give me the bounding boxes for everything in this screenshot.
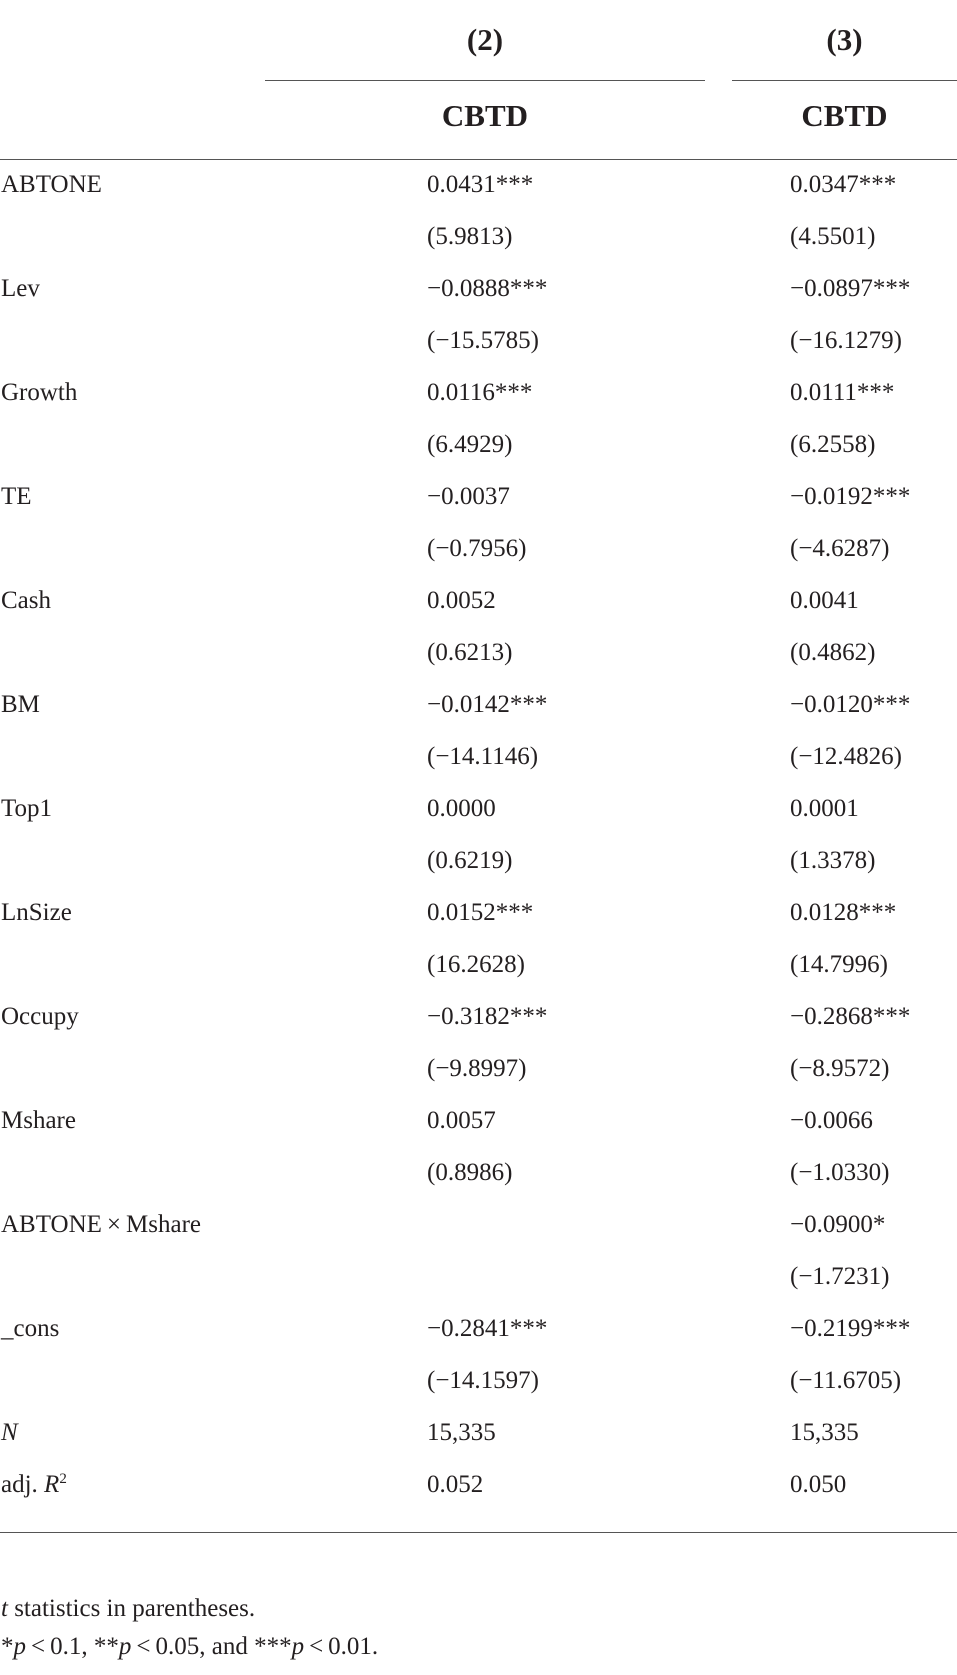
row-label-n: N — [1, 1419, 18, 1446]
cell-col2: (16.2628) — [427, 951, 525, 978]
column-header-2: (2) — [466, 22, 504, 57]
cell-col3: −0.2199*** — [790, 1315, 911, 1342]
cell-col2: (6.4929) — [427, 431, 513, 458]
cell-col2: (−14.1597) — [427, 1367, 539, 1394]
table-row — [0, 263, 957, 315]
cell-col2: (−0.7956) — [427, 535, 527, 562]
table-row — [0, 419, 957, 471]
table-row — [0, 471, 957, 523]
table-row-n — [0, 1407, 957, 1459]
row-label: BM — [1, 691, 40, 718]
cell-col3: (−16.1279) — [790, 327, 902, 354]
table-row — [0, 1199, 957, 1251]
cell-col2: (−14.1146) — [427, 743, 539, 770]
row-label: _cons — [1, 1315, 60, 1342]
table-body — [0, 159, 957, 1511]
cell-col3: (−1.7231) — [790, 1263, 890, 1290]
cell-col3: (−11.6705) — [790, 1367, 902, 1394]
cell-col2: −0.0888*** — [427, 275, 548, 302]
row-label: Top1 — [1, 795, 53, 822]
table-row — [0, 1251, 957, 1303]
row-label: Occupy — [1, 1003, 79, 1030]
table-notes — [1, 1590, 378, 1666]
table-row — [0, 835, 957, 887]
table-row — [0, 731, 957, 783]
column-header-3: (3) — [826, 22, 863, 57]
cell-col3: (14.7996) — [790, 951, 888, 978]
cell-col2: 0.0052 — [427, 587, 496, 614]
table-row — [0, 315, 957, 367]
table-row — [0, 783, 957, 835]
header-rule-col3 — [732, 80, 957, 81]
cell-col2: −0.2841*** — [427, 1315, 548, 1342]
cell-col2: −0.0037 — [427, 483, 510, 510]
row-label: LnSize — [1, 899, 72, 926]
cell-col3: (−12.4826) — [790, 743, 902, 770]
cell-col3: 0.0347*** — [790, 171, 897, 198]
cell-col2: (0.6213) — [427, 639, 513, 666]
table-row — [0, 1355, 957, 1407]
table-row — [0, 1043, 957, 1095]
cell-col2: 15,335 — [427, 1419, 496, 1446]
dependent-var-header-3: CBTD — [801, 98, 888, 133]
table-rule-bottom — [0, 1532, 957, 1533]
cell-col2: (5.9813) — [427, 223, 513, 250]
cell-col3: −0.0900* — [790, 1211, 886, 1238]
cell-col3: 0.050 — [790, 1471, 847, 1498]
cell-col3: (1.3378) — [790, 847, 876, 874]
table-row — [0, 367, 957, 419]
table-row — [0, 211, 957, 263]
cell-col3: −0.0192*** — [790, 483, 911, 510]
cell-col3: 0.0128*** — [790, 899, 897, 926]
cell-col2: −0.3182*** — [427, 1003, 548, 1030]
row-label: Cash — [1, 587, 51, 614]
cell-col3: −0.0066 — [790, 1107, 873, 1134]
cell-col2: (−15.5785) — [427, 327, 539, 354]
table-row-adj-r2 — [0, 1459, 957, 1511]
cell-col2: (0.8986) — [427, 1159, 513, 1186]
table-row — [0, 575, 957, 627]
note-significance: *p < 0.1, **p < 0.05, and ***p < 0.01. — [1, 1633, 379, 1660]
row-label: Lev — [1, 275, 40, 302]
dependent-var-header-2: CBTD — [441, 98, 529, 133]
cell-col2: 0.052 — [427, 1471, 484, 1498]
cell-col3: −0.0897*** — [790, 275, 911, 302]
row-label: ABTONE — [1, 171, 102, 198]
cell-col2: (−9.8997) — [427, 1055, 527, 1082]
row-label: Mshare — [1, 1107, 76, 1134]
cell-col3: −0.2868*** — [790, 1003, 911, 1030]
cell-col2: 0.0431*** — [427, 171, 534, 198]
cell-col3: −0.0120*** — [790, 691, 911, 718]
table-row — [0, 1095, 957, 1147]
cell-col2: 0.0057 — [427, 1107, 496, 1134]
cell-col2: 0.0000 — [427, 795, 496, 822]
cell-col3: (−8.9572) — [790, 1055, 890, 1082]
table-row — [0, 939, 957, 991]
cell-col2: −0.0142*** — [427, 691, 548, 718]
cell-col3: (0.4862) — [790, 639, 876, 666]
table-row — [0, 887, 957, 939]
cell-col3: (−4.6287) — [790, 535, 890, 562]
cell-col3: (4.5501) — [790, 223, 876, 250]
table-row — [0, 1147, 957, 1199]
row-label-adj-r2: adj. $R^2$ — [1, 1471, 67, 1498]
row-label: TE — [1, 483, 32, 510]
cell-col3: (−1.0330) — [790, 1159, 890, 1186]
row-label: ABTONE × Mshare — [1, 1211, 202, 1238]
table-row — [0, 627, 957, 679]
cell-col3: (6.2558) — [790, 431, 876, 458]
cell-col3: 0.0001 — [790, 795, 859, 822]
cell-col3: 0.0041 — [790, 587, 859, 614]
cell-col2: 0.0152*** — [427, 899, 534, 926]
row-label: Growth — [1, 379, 78, 406]
table-row — [0, 991, 957, 1043]
note-t-statistics: t statistics in parentheses. — [1, 1595, 256, 1622]
table-row — [0, 159, 957, 211]
cell-col3: 0.0111*** — [790, 379, 895, 406]
header-rule-col2 — [265, 80, 705, 81]
cell-col3: 15,335 — [790, 1419, 859, 1446]
cell-col2: 0.0116*** — [427, 379, 533, 406]
table-row — [0, 523, 957, 575]
table-row — [0, 1303, 957, 1355]
cell-col2: (0.6219) — [427, 847, 513, 874]
table-row — [0, 679, 957, 731]
